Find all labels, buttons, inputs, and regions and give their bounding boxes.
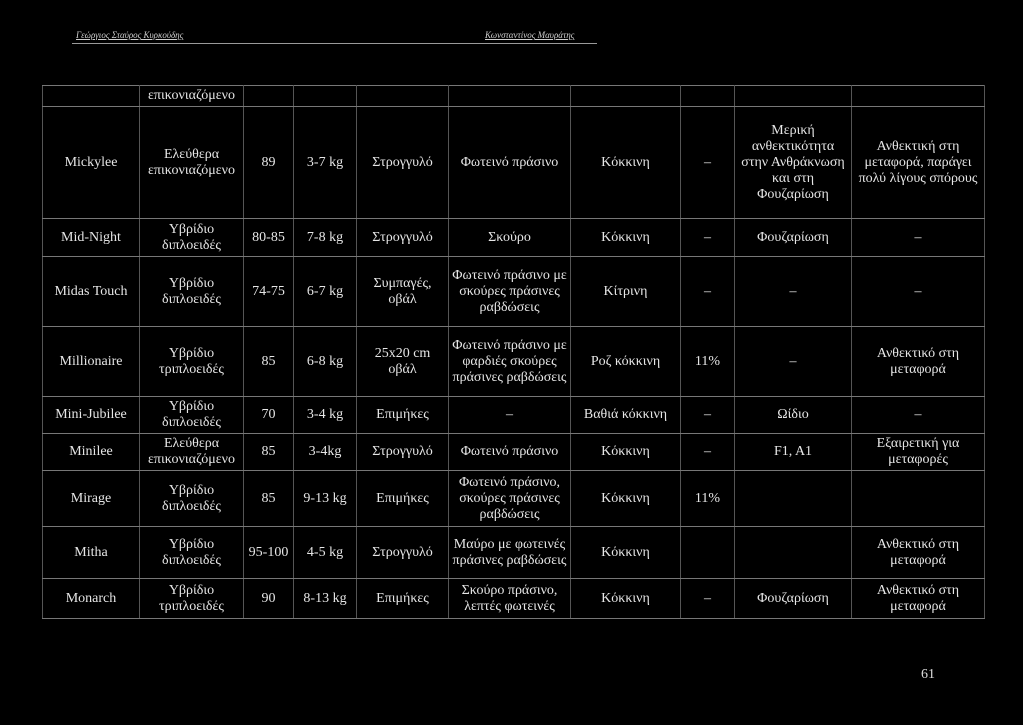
- cell-days: 80-85: [244, 219, 294, 257]
- cell-days: 85: [244, 434, 294, 471]
- cell-resistance: –: [735, 257, 852, 327]
- cell-type: Ελεύθερα επικονιαζόμενο: [140, 434, 244, 471]
- cell-brix: –: [681, 579, 735, 619]
- cell-variety: Monarch: [43, 579, 140, 619]
- cell-weight: 8-13 kg: [294, 579, 357, 619]
- cell-notes: –: [852, 219, 985, 257]
- cell-resistance: F1, A1: [735, 434, 852, 471]
- cell-shape: Συμπαγές, οβάλ: [357, 257, 449, 327]
- cell-type: Ελεύθερα επικονιαζόμενο: [140, 107, 244, 219]
- table-row: [43, 219, 985, 257]
- cell-variety: Midas Touch: [43, 257, 140, 327]
- cell-empty: [852, 86, 985, 107]
- cell-brix: 11%: [681, 471, 735, 527]
- cell-days: 90: [244, 579, 294, 619]
- table-row: [43, 397, 985, 434]
- cell-shape: Στρογγυλό: [357, 434, 449, 471]
- cell-weight: 7-8 kg: [294, 219, 357, 257]
- cell-weight: 9-13 kg: [294, 471, 357, 527]
- cell-type: Υβρίδιο διπλοειδές: [140, 257, 244, 327]
- table-row: [43, 434, 985, 471]
- cell-days: 95-100: [244, 527, 294, 579]
- cell-type: Υβρίδιο διπλοειδές: [140, 397, 244, 434]
- cell-empty: [735, 86, 852, 107]
- cell-notes: Ανθεκτική στη μεταφορά, παράγει πολύ λίγους σπόρους: [852, 107, 985, 219]
- cell-weight: 3-4 kg: [294, 397, 357, 434]
- cell-shape: Στρογγυλό: [357, 219, 449, 257]
- cell-shape: Στρογγυλό: [357, 107, 449, 219]
- table-row-fragment: [43, 86, 985, 107]
- cell-brix: [681, 527, 735, 579]
- cell-resistance: Φουζαρίωση: [735, 579, 852, 619]
- cell-notes: Εξαιρετική για μεταφορές: [852, 434, 985, 471]
- cell-resistance: –: [735, 327, 852, 397]
- cell-type: Υβρίδιο διπλοειδές: [140, 219, 244, 257]
- cell-resistance: Φουζαρίωση: [735, 219, 852, 257]
- table-row: [43, 471, 985, 527]
- cell-rind: Σκούρο: [449, 219, 571, 257]
- cell-empty: [681, 86, 735, 107]
- cell-notes: –: [852, 397, 985, 434]
- cell-flesh: Κόκκινη: [571, 219, 681, 257]
- cell-weight: 6-8 kg: [294, 327, 357, 397]
- cell-brix: –: [681, 219, 735, 257]
- cell-flesh: Βαθιά κόκκινη: [571, 397, 681, 434]
- cell-flesh: Κόκκινη: [571, 434, 681, 471]
- table-row: [43, 579, 985, 619]
- cell-rind: Φωτεινό πράσινο: [449, 434, 571, 471]
- cell-weight: 3-7 kg: [294, 107, 357, 219]
- cell-flesh: Κόκκινη: [571, 579, 681, 619]
- cell-notes: Ανθεκτικό στη μεταφορά: [852, 327, 985, 397]
- cell-brix: –: [681, 397, 735, 434]
- cell-type: Υβρίδιο διπλοειδές: [140, 471, 244, 527]
- cell-shape: Επιμήκες: [357, 579, 449, 619]
- cell-shape: Στρογγυλό: [357, 527, 449, 579]
- cell-shape: Επιμήκες: [357, 471, 449, 527]
- page-number: 61: [921, 667, 935, 682]
- cell-variety: Mirage: [43, 471, 140, 527]
- cell-resistance: [735, 527, 852, 579]
- cell-days: 89: [244, 107, 294, 219]
- cell-flesh: Κόκκινη: [571, 527, 681, 579]
- cell-rind: Φωτεινό πράσινο με φαρδιές σκούρες πράσινες ραβδώσεις: [449, 327, 571, 397]
- cell-empty: [357, 86, 449, 107]
- cell-rind: Φωτεινό πράσινο: [449, 107, 571, 219]
- cell-type: Υβρίδιο τριπλοειδές: [140, 579, 244, 619]
- cell-days: 85: [244, 327, 294, 397]
- cell-brix: –: [681, 107, 735, 219]
- cell-variety: Mid-Night: [43, 219, 140, 257]
- cell-shape: 25x20 cm οβάλ: [357, 327, 449, 397]
- cell-type: Υβρίδιο τριπλοειδές: [140, 327, 244, 397]
- cell-empty: [449, 86, 571, 107]
- cell-rind: Σκούρο πράσινο, λεπτές φωτεινές: [449, 579, 571, 619]
- cell-brix: –: [681, 434, 735, 471]
- cell-empty: [43, 86, 140, 107]
- cell-variety: Mitha: [43, 527, 140, 579]
- cell-notes: –: [852, 257, 985, 327]
- cell-weight: 6-7 kg: [294, 257, 357, 327]
- cell-notes: Ανθεκτικό στη μεταφορά: [852, 527, 985, 579]
- cell-resistance: Μερική ανθεκτικότητα στην Ανθράκνωση και στη Φουζαρίωση: [735, 107, 852, 219]
- cell-variety: Mini-Jubilee: [43, 397, 140, 434]
- cell-rind: Φωτεινό πράσινο, σκούρες πράσινες ραβδώσεις: [449, 471, 571, 527]
- cell-type: Υβρίδιο διπλοειδές: [140, 527, 244, 579]
- cell-resistance: Ωίδιο: [735, 397, 852, 434]
- cell-weight: 3-4kg: [294, 434, 357, 471]
- table-row: [43, 107, 985, 219]
- header-author-left: Γεώργιος Σταύρος Κυρκούδης: [76, 30, 184, 40]
- cell-empty: [571, 86, 681, 107]
- cell-resistance: [735, 471, 852, 527]
- table-row: [43, 327, 985, 397]
- cell-flesh: Κόκκινη: [571, 107, 681, 219]
- table-row: [43, 527, 985, 579]
- cell-flesh: Ροζ κόκκινη: [571, 327, 681, 397]
- cell-days: 70: [244, 397, 294, 434]
- cell-brix: 11%: [681, 327, 735, 397]
- cell-shape: Επιμήκες: [357, 397, 449, 434]
- cell-rind: Μαύρο με φωτεινές πράσινες ραβδώσεις: [449, 527, 571, 579]
- cell-notes: [852, 471, 985, 527]
- cell-variety: Mickylee: [43, 107, 140, 219]
- cell-brix: –: [681, 257, 735, 327]
- cell-notes: Ανθεκτικό στη μεταφορά: [852, 579, 985, 619]
- header-author-right: Κωνσταντίνος Μαυράτης: [485, 30, 575, 40]
- cell-rind: Φωτεινό πράσινο με σκούρες πράσινες ραβδώσεις: [449, 257, 571, 327]
- cell-flesh: Κόκκινη: [571, 471, 681, 527]
- header-rule: [72, 43, 597, 44]
- cell-flesh: Κίτρινη: [571, 257, 681, 327]
- cell-empty: [294, 86, 357, 107]
- cell-empty: [244, 86, 294, 107]
- cell-variety: Millionaire: [43, 327, 140, 397]
- watermelon-varieties-table: [42, 85, 985, 619]
- cell-days: 85: [244, 471, 294, 527]
- table-row: [43, 257, 985, 327]
- cell-rind: –: [449, 397, 571, 434]
- cell-weight: 4-5 kg: [294, 527, 357, 579]
- cell-type: επικονιαζόμενο: [140, 86, 244, 107]
- cell-days: 74-75: [244, 257, 294, 327]
- cell-variety: Minilee: [43, 434, 140, 471]
